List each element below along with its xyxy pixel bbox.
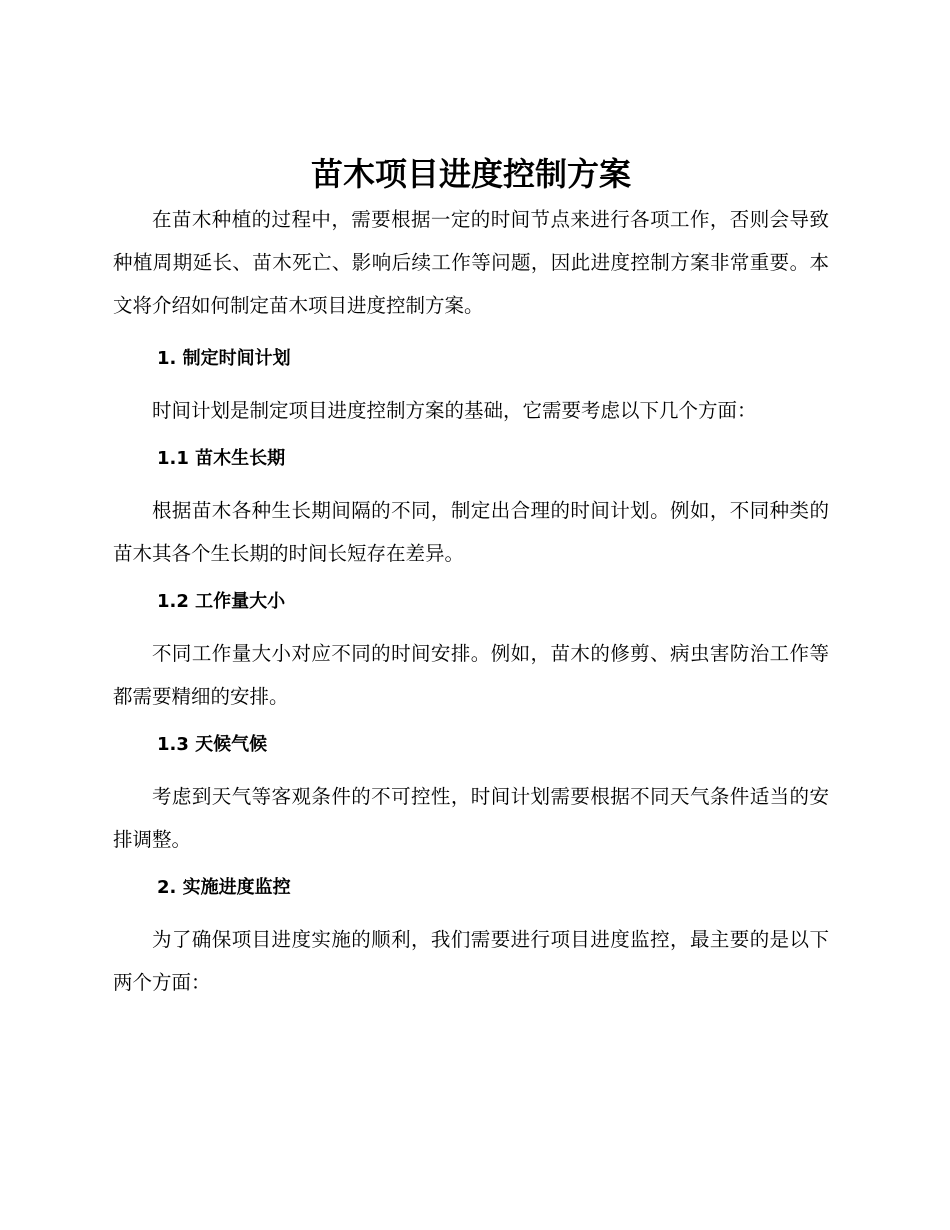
spacer [113, 480, 829, 489]
intro-paragraph: 在苗木种植的过程中，需要根据一定的时间节点来进行各项工作，否则会导致种植周期延长、苗木死亡、影响后续工作等问题，因此进度控制方案非常重要。本文将介绍如何制定苗木项目进度控制方案。 [113, 208, 829, 317]
document-body [113, 150, 829, 1004]
section-heading-weather: 1.3 天候气候 [157, 734, 268, 755]
spacer [113, 623, 829, 632]
spacer [113, 327, 829, 337]
section-paragraph-progress-monitoring: 为了确保项目进度实施的顺利，我们需要进行项目进度监控，最主要的是以下两个方面： [113, 928, 829, 994]
section-heading-time-plan: 1. 制定时间计划 [157, 348, 291, 369]
spacer [113, 766, 829, 775]
section-heading-growth-period: 1.1 苗木生长期 [157, 448, 286, 469]
section-heading-workload: 1.2 工作量大小 [157, 591, 286, 612]
spacer [113, 380, 829, 389]
section-paragraph-time-plan: 时间计划是制定项目进度控制方案的基础，它需要考虑以下几个方面： [152, 399, 757, 422]
section-paragraph-growth-period: 根据苗木各种生长期间隔的不同，制定出合理的时间计划。例如，不同种类的苗木其各个生长期的时间长短存在差异。 [113, 499, 829, 565]
document-title: 苗木项目进度控制方案 [310, 155, 631, 193]
section-paragraph-workload: 不同工作量大小对应不同的时间安排。例如，苗木的修剪、病虫害防治工作等都需要精细的安排。 [113, 642, 829, 708]
section-paragraph-weather: 考虑到天气等客观条件的不可控性，时间计划需要根据不同天气条件适当的安排调整。 [113, 785, 829, 851]
section-heading-progress-monitoring: 2. 实施进度监控 [157, 877, 291, 898]
spacer [113, 909, 829, 918]
